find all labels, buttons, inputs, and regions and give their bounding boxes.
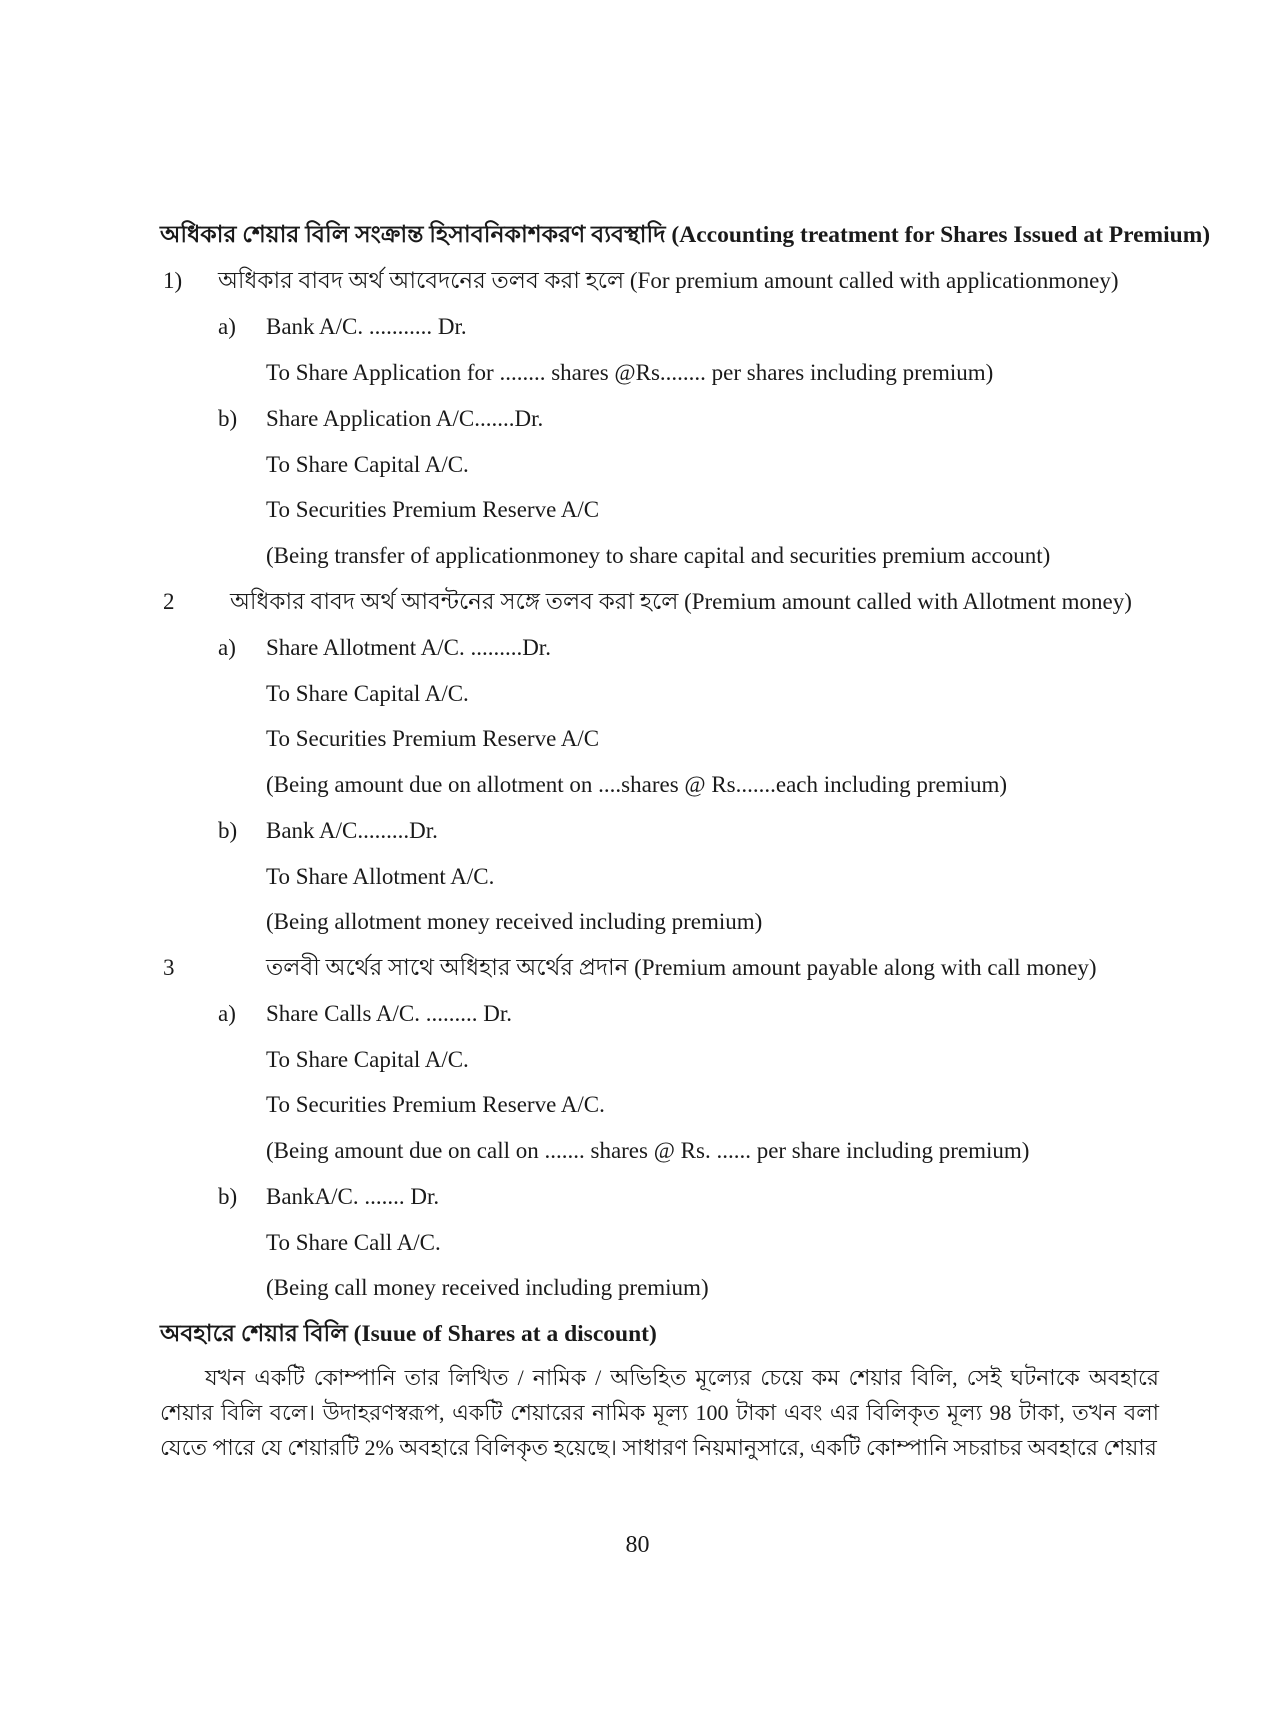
journal-line: BankA/C. ....... Dr. bbox=[266, 1184, 440, 1209]
section-title: তলবী অর্থের সাথে অধিহার অর্থের প্রদান (Premium amount payable along with call money) bbox=[266, 955, 1097, 980]
journal-narration: (Being transfer of applicationmoney to share capital and securities premium account) bbox=[266, 543, 1051, 568]
paragraph-text: যখন একটি কোম্পানি তার লিখিত / নামিক / অভিহিত মূল্যের চেয়ে কম শেয়ার বিলি, সেই ঘটনাকে অবহারে শেয়ার বিলি বলে। উদাহরণস্বরূপ, একটি শেয়ারের নামিক মূল্য 100 টাকা এবং এর বিলিকৃত মূল্য 98 টাকা, তখন বলা যেতে পারে যে শেয়ারটি 2% অবহারে বিলিকৃত হয়েছে। সাধারণ নিয়মানুসারে, একটি কোম্পানি সচরাচর অবহারে শেয়ার bbox=[160, 1365, 1159, 1460]
journal-line: To Share Application for ........ shares @Rs........ per shares including premium) bbox=[266, 360, 994, 385]
journal-narration: (Being amount due on call on ....... shares @ Rs. ...... per share including premium) bbox=[266, 1138, 1030, 1163]
journal-line: Share Allotment A/C. .........Dr. bbox=[266, 635, 551, 660]
journal-line: To Share Capital A/C. bbox=[266, 1047, 469, 1072]
journal-line: Bank A/C.........Dr. bbox=[266, 818, 438, 843]
section-heading-discount: অবহারে শেয়ার বিলি (Isuue of Shares at a discount) bbox=[160, 1321, 657, 1347]
section-number: 3 bbox=[163, 955, 175, 980]
journal-line: To Share Allotment A/C. bbox=[266, 864, 495, 889]
section-number: 1) bbox=[163, 268, 183, 293]
section-heading-premium: অধিকার শেয়ার বিলি সংক্রান্ত হিসাবনিকাশকরণ ব্যবস্থাদি (Accounting treatment for Shares Issued at Premium) bbox=[160, 222, 1211, 248]
journal-line: To Share Call A/C. bbox=[266, 1230, 441, 1255]
entry-label: b) bbox=[218, 406, 238, 431]
entry-label: a) bbox=[218, 1001, 236, 1026]
journal-line: To Share Capital A/C. bbox=[266, 681, 469, 706]
journal-line: Bank A/C. ........... Dr. bbox=[266, 314, 467, 339]
journal-line: To Securities Premium Reserve A/C bbox=[266, 726, 600, 751]
entry-label: a) bbox=[218, 635, 236, 660]
entry-label: b) bbox=[218, 818, 238, 843]
body-paragraph bbox=[160, 1360, 1159, 1465]
journal-line: To Share Capital A/C. bbox=[266, 452, 469, 477]
section-number: 2 bbox=[163, 589, 175, 614]
journal-line: To Securities Premium Reserve A/C. bbox=[266, 1092, 605, 1117]
journal-narration: (Being amount due on allotment on ....shares @ Rs.......each including premium) bbox=[266, 772, 1008, 797]
journal-line: To Securities Premium Reserve A/C bbox=[266, 497, 600, 522]
page-number: 80 bbox=[625, 1532, 650, 1558]
section-title: অধিকার বাবদ অর্থ আবেদনের তলব করা হলে (For premium amount called with applicationmoney) bbox=[218, 268, 1119, 293]
section-title: অধিকার বাবদ অর্থ আবন্টনের সঙ্গে তলব করা হলে (Premium amount called with Allotment money) bbox=[230, 589, 1132, 614]
entry-label: a) bbox=[218, 314, 236, 339]
journal-line: Share Calls A/C. ......... Dr. bbox=[266, 1001, 512, 1026]
journal-line: Share Application A/C.......Dr. bbox=[266, 406, 544, 431]
entry-label: b) bbox=[218, 1184, 238, 1209]
journal-narration: (Being allotment money received including premium) bbox=[266, 909, 763, 934]
journal-narration: (Being call money received including premium) bbox=[266, 1275, 709, 1300]
